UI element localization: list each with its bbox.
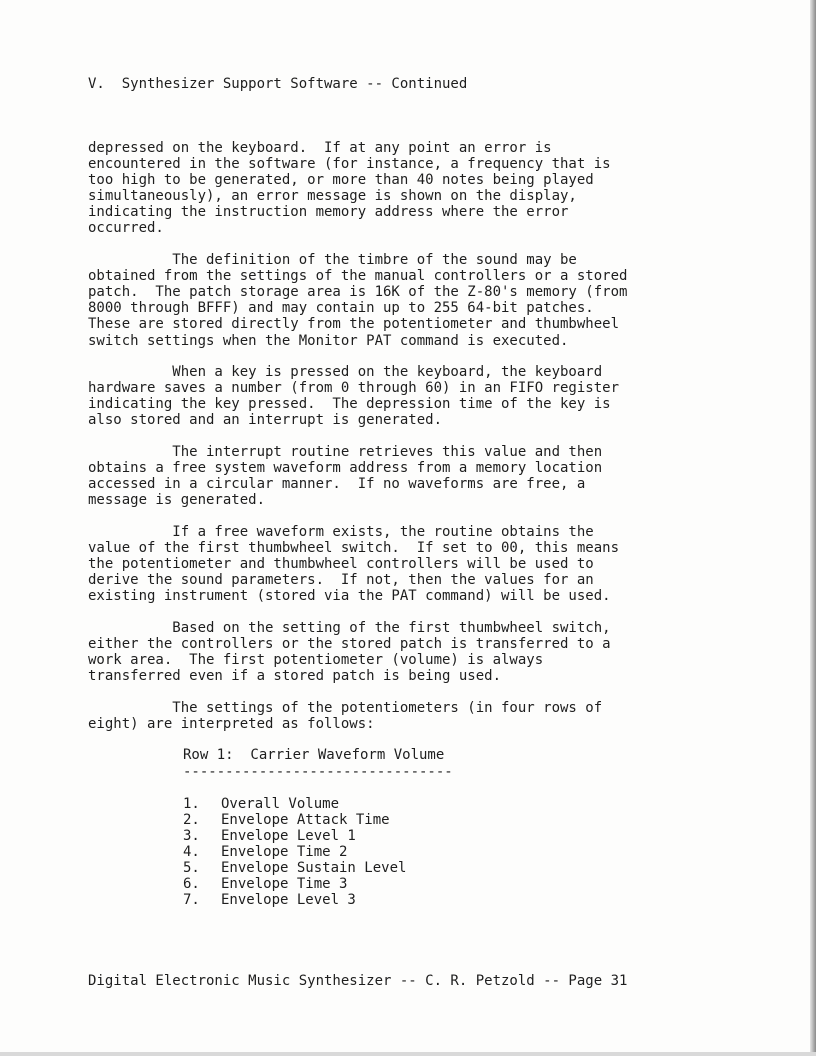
list-item-number: 4. bbox=[183, 843, 200, 860]
list-item-label: Envelope Time 2 bbox=[221, 843, 348, 860]
page-edge-shadow bbox=[810, 0, 816, 1056]
list-item bbox=[183, 860, 718, 876]
paragraph-potentiometer-settings: The settings of the potentiometers (in four rows of eight) are interpreted as follows: bbox=[88, 699, 603, 732]
list-item-label: Envelope Level 1 bbox=[221, 827, 356, 844]
table-underline: -------------------------------- bbox=[183, 763, 453, 780]
section-heading: V. Synthesizer Support Software -- Continued bbox=[88, 76, 468, 92]
list-item-number: 7. bbox=[183, 892, 200, 909]
list-item-label: Envelope Time 3 bbox=[221, 876, 348, 893]
paragraph-free-waveform: If a free waveform exists, the routine obtains the value of the first thumbwheel switch. If set to 00, this means the potentiometer and thumbwheel controllers will be used to derive the sound parameters. If not, then the values for an existing instrument (stored via the PAT command) will be used. bbox=[88, 523, 620, 605]
page-body bbox=[88, 140, 718, 922]
list-item-number: 5. bbox=[183, 859, 200, 876]
table-title: Row 1: Carrier Waveform Volume bbox=[183, 747, 445, 764]
paragraph-error-messages: depressed on the keyboard. If at any point an error is encountered in the software (for instance, a frequency that is too high to be generated, or more than 40 notes being played simultaneously), an error message is shown on the display, indicating the instruction memory address where the error occurred. bbox=[88, 140, 611, 237]
list-item bbox=[183, 844, 718, 860]
paragraph-timbre-definition: The definition of the timbre of the sound may be obtained from the settings of the manual controllers or a stored patch. The patch storage area is 16K of the Z-80's memory (from 8000 through BFFF) and may contain up to 255 64-bit patches. These are stored directly from the potentiometer and thumbwheel switch settings when the Monitor PAT command is executed. bbox=[88, 252, 628, 349]
paragraph-interrupt-routine: The interrupt routine retrieves this value and then obtains a free system waveform address from a memory location accessed in a circular manner. If no waveforms are free, a message is generated. bbox=[88, 444, 603, 509]
list-item-label: Overall Volume bbox=[221, 795, 340, 812]
list-item-number: 2. bbox=[183, 811, 200, 828]
list-item-label: Envelope Attack Time bbox=[221, 811, 390, 828]
page-footer: Digital Electronic Music Synthesizer -- C. R. Petzold -- Page 31 bbox=[88, 973, 628, 989]
list-item bbox=[183, 812, 718, 828]
list-item-number: 3. bbox=[183, 827, 200, 844]
list-item bbox=[183, 876, 718, 892]
potentiometer-list bbox=[183, 796, 718, 909]
list-item bbox=[183, 796, 718, 812]
list-item-label: Envelope Sustain Level bbox=[221, 859, 407, 876]
list-item bbox=[183, 892, 718, 908]
paragraph-key-pressed: When a key is pressed on the keyboard, the keyboard hardware saves a number (from 0 through 60) in an FIFO register indicating the key pressed. The depression time of the key is also stored and an interrupt is generated. bbox=[88, 364, 620, 429]
page-bottom-edge bbox=[0, 1052, 816, 1056]
list-item-number: 6. bbox=[183, 876, 200, 893]
paragraph-thumbwheel-setting: Based on the setting of the first thumbwheel switch, either the controllers or the stored patch is transferred to a work area. The first potentiometer (volume) is always transferred even if a stored patch is being used. bbox=[88, 619, 611, 685]
list-item bbox=[183, 828, 718, 844]
list-item-number: 1. bbox=[183, 795, 200, 812]
list-item-label: Envelope Level 3 bbox=[221, 892, 356, 909]
